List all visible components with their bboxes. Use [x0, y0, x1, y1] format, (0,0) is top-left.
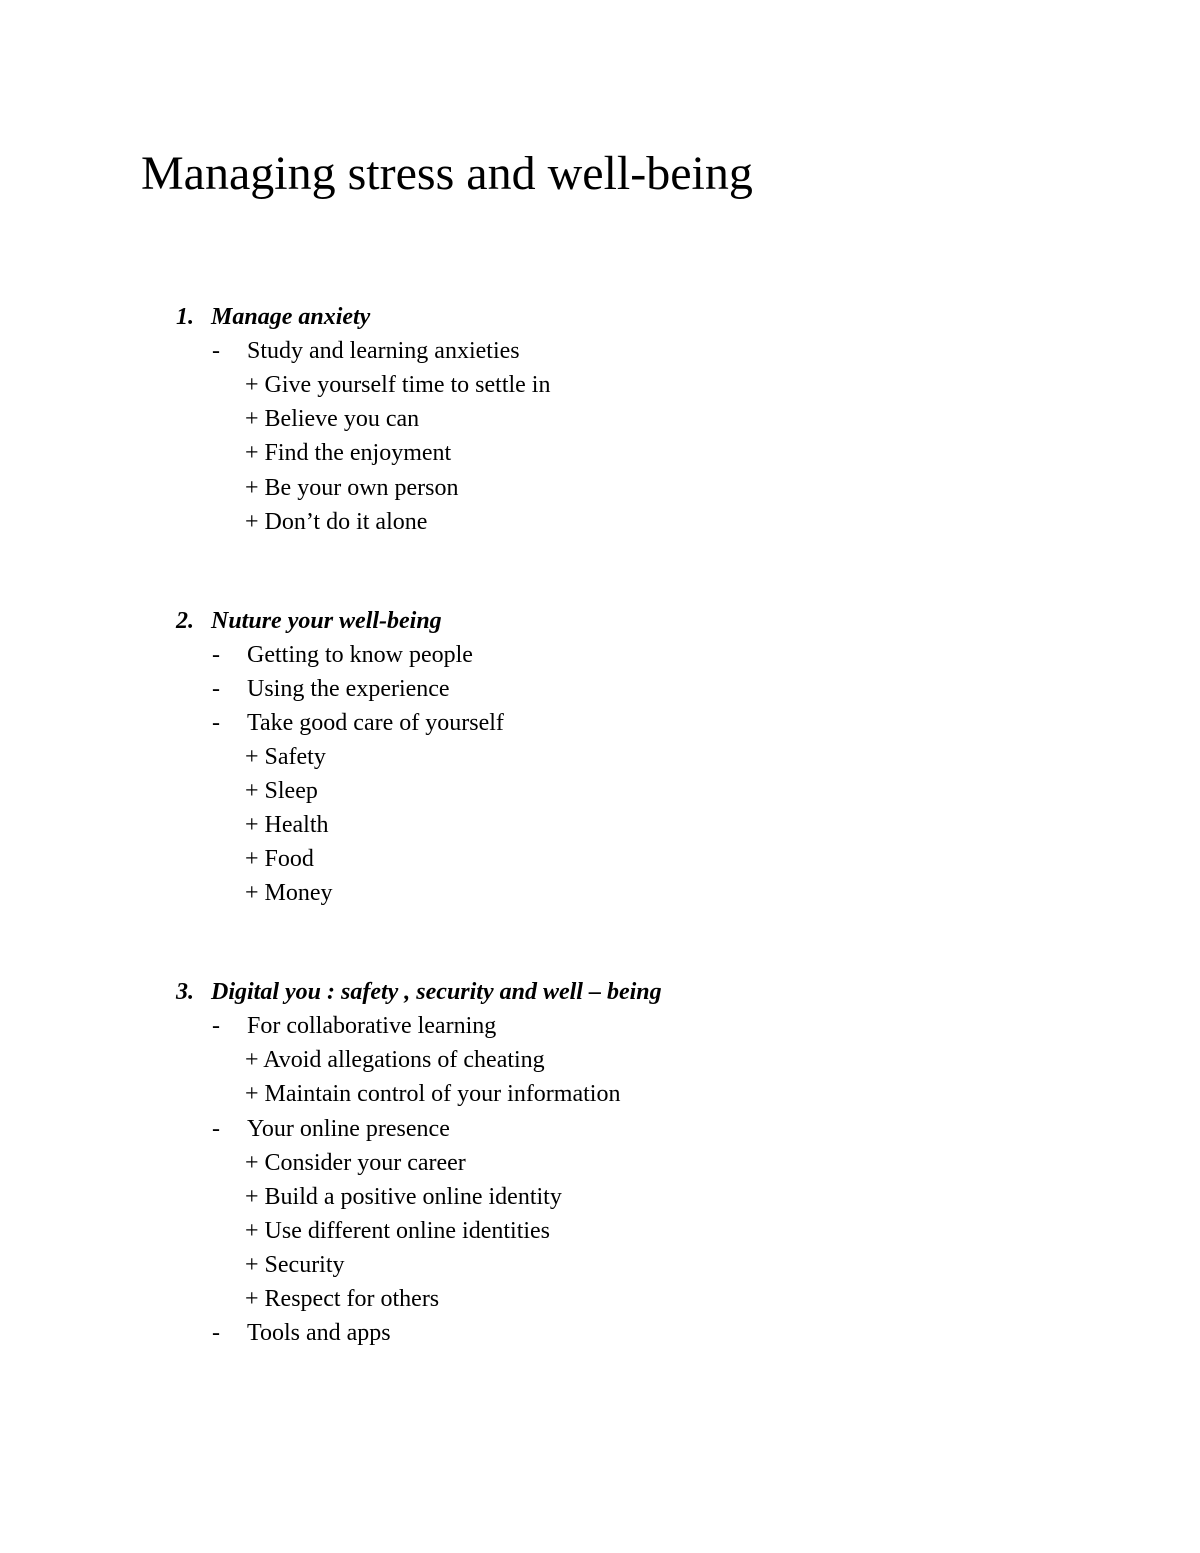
sub-list-item: + Be your own person	[245, 475, 459, 501]
sub-list-item: + Money	[245, 880, 333, 906]
list-dash: -	[212, 1013, 220, 1039]
sub-list-item: + Build a positive online identity	[245, 1184, 562, 1210]
list-dash: -	[212, 710, 220, 736]
sub-list-item: + Avoid allegations of cheating	[245, 1047, 545, 1073]
section-heading: Nuture your well-being	[211, 608, 442, 634]
list-item: Tools and apps	[247, 1320, 391, 1346]
list-item: Getting to know people	[247, 642, 473, 668]
section-number: 2.	[176, 608, 194, 634]
section-heading: Digital you : safety , security and well – being	[211, 979, 662, 1005]
sub-list-item: + Use different online identities	[245, 1218, 551, 1244]
list-item: Take good care of yourself	[247, 710, 504, 736]
sub-list-item: + Respect for others	[245, 1286, 440, 1312]
list-item: For collaborative learning	[247, 1013, 497, 1039]
sub-list-item: + Safety	[245, 744, 326, 770]
sub-list-item: + Health	[245, 812, 329, 838]
section-number: 3.	[176, 979, 194, 1005]
sub-list-item: + Find the enjoyment	[245, 440, 452, 466]
list-dash: -	[212, 338, 220, 364]
sub-list-item: + Consider your career	[245, 1150, 466, 1176]
list-item: Using the experience	[247, 676, 450, 702]
list-dash: -	[212, 642, 220, 668]
list-dash: -	[212, 676, 220, 702]
section-number: 1.	[176, 304, 194, 330]
list-dash: -	[212, 1116, 220, 1142]
sub-list-item: + Don’t do it alone	[245, 509, 428, 535]
page-title: Managing stress and well-being	[141, 147, 753, 200]
sub-list-item: + Maintain control of your information	[245, 1081, 621, 1107]
list-dash: -	[212, 1320, 220, 1346]
sub-list-item: + Give yourself time to settle in	[245, 372, 551, 398]
sub-list-item: + Sleep	[245, 778, 318, 804]
sub-list-item: + Believe you can	[245, 406, 420, 432]
sub-list-item: + Food	[245, 846, 314, 872]
list-item: Your online presence	[247, 1116, 450, 1142]
sub-list-item: + Security	[245, 1252, 345, 1278]
section-heading: Manage anxiety	[211, 304, 371, 330]
list-item: Study and learning anxieties	[247, 338, 520, 364]
